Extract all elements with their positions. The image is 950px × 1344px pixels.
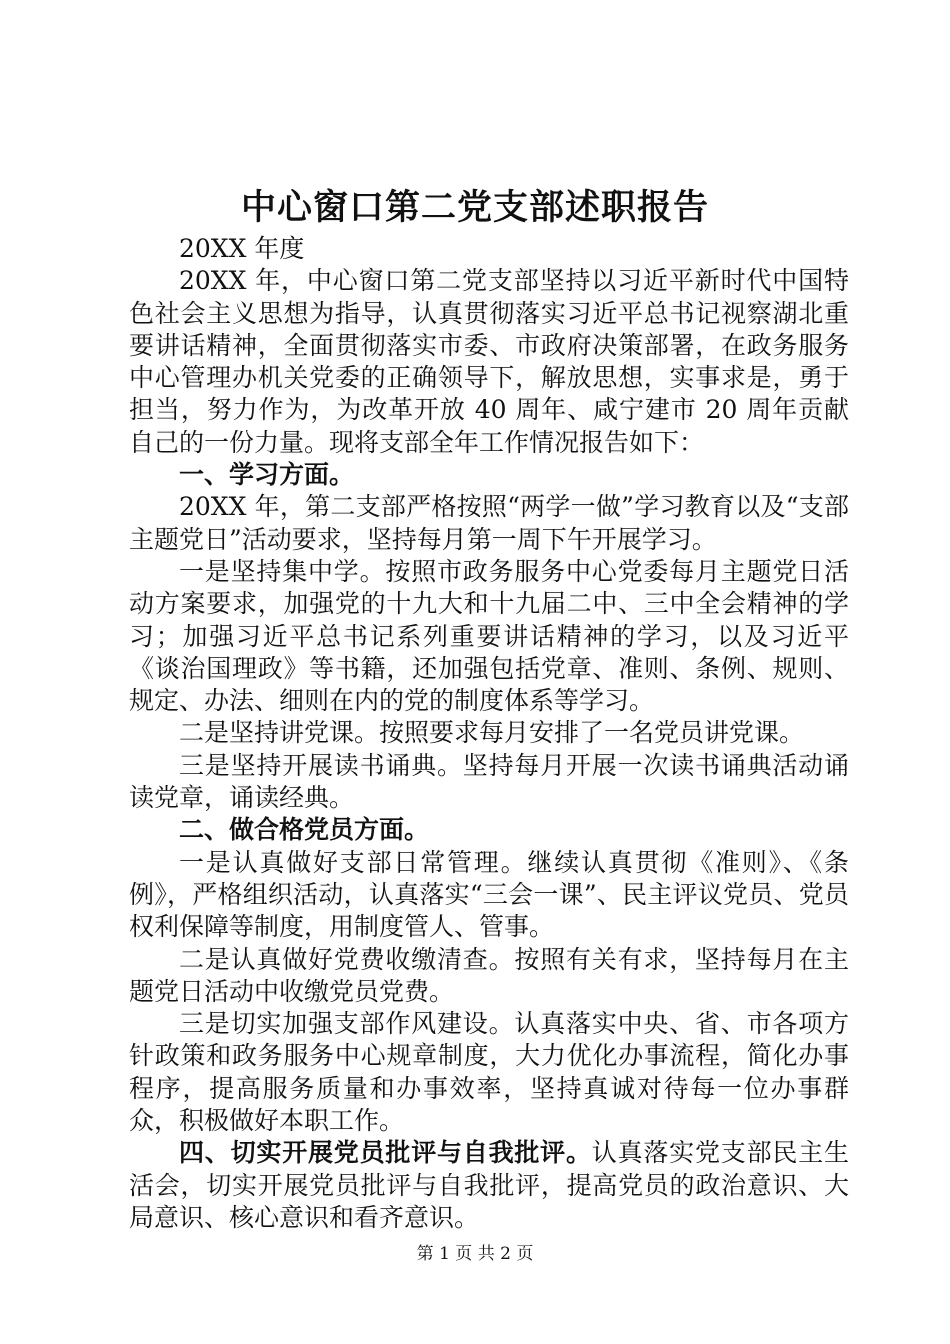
section-heading-study: 一、学习方面。 [179,460,355,490]
criticism-text: 认真落实党支部民主生活会，切实开展党员批评与自我批评，提高党员的政治意识、大局意识、核心意识和看齐意识。 [129,1138,849,1232]
member-paragraph-1: 一是认真做好支部日常管理。继续认真贯彻《准则》、《条例》，严格组织活动，认真落实“三会一课”、民主评议党员、党员权利保障等制度，用制度管人、管事。 [129,847,849,942]
section-heading-qualified-member: 二、做合格党员方面。 [179,815,430,845]
study-paragraph-4: 三是坚持开展读书诵典。坚持每月开展一次读书诵典活动诵读党章，诵读经典。 [129,750,849,813]
study-paragraph-1: 20XX 年，第二支部严格按照“两学一做”学习教育以及“支部主题党日”活动要求，坚持每月第一周下午开展学习。 [129,492,849,554]
document-body [129,233,849,1234]
year-line: 20XX 年度 [179,234,305,263]
criticism-paragraph [129,1137,849,1234]
section-heading-criticism: 四、切实开展党员批评与自我批评。 [179,1138,592,1168]
document-title: 中心窗口第二党支部述职报告 [240,187,709,228]
member-paragraph-2: 二是认真做好党费收缴清查。按照有关有求，坚持每月在主题党日活动中收缴党员党费。 [129,944,849,1006]
page-footer: 第 1 页 共 2 页 [416,1244,534,1264]
study-paragraph-2: 一是坚持集中学。按照市政务服务中心党委每月主题党日活动方案要求，加强党的十九大和十九届二中、三中全会精神的学习；加强习近平总书记系列重要讲话精神的学习，以及习近平《谈治国理政》等书籍，还加强包括党章、准则、条例、规则、规定、办法、细则在内的党的制度体系等学习。 [129,556,849,716]
member-paragraph-3: 三是切实加强支部作风建设。认真落实中央、省、市各项方针政策和政务服务中心规章制度，大力优化办事流程，简化办事程序，提高服务质量和办事效率，坚持真诚对待每一位办事群众，积极做好本职工作。 [129,1009,849,1136]
study-paragraph-3: 二是坚持讲党课。按照要求每月安排了一名党员讲党课。 [179,718,805,748]
intro-paragraph: 20XX 年，中心窗口第二党支部坚持以习近平新时代中国特色社会主义思想为指导，认真贯彻落实习近平总书记视察湖北重要讲话精神，全面贯彻落实市委、市政府决策部署，在政务服务中心管理办机关党委的正确领导下，解放思想，实事求是，勇于担当，努力作为，为改革开放 40 周年、咸宁建市 20 周年贡献自己的一份力量。现将支部全年工作情况报告如下： [129,266,849,457]
